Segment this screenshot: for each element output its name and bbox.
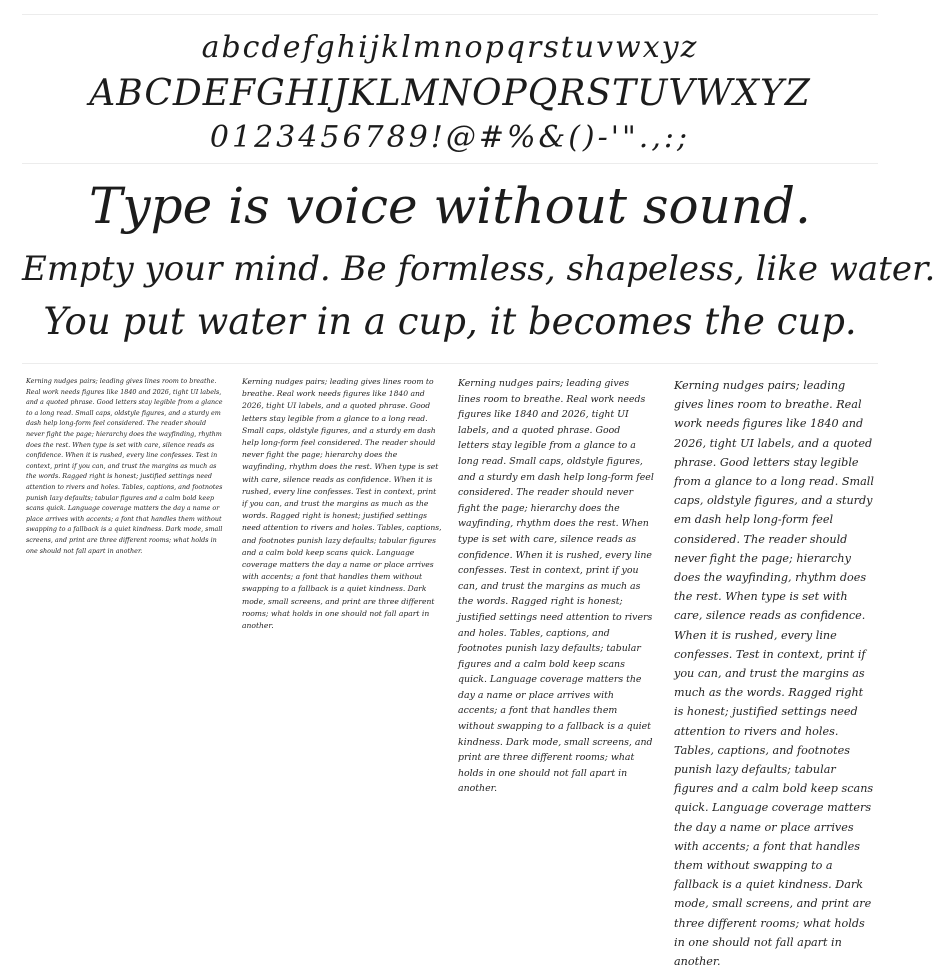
text-sample-smallest: Kerning nudges pairs; leading gives lines room to breathe. Real work needs figures like 1840 and 2026, tight UI labels, and a quoted phrase. Good letters stay legible from a glance to a long read. Small caps, oldstyle figures, and a sturdy em dash help long-form feel considered. The reader should never fight the page; hierarchy does the wayfinding, rhythm does the rest. When type is set with care, silence reads as confidence. When it is rushed, every line confesses. Test in context, print if you can, and trust the margins as much as the words. Ragged right is honest; justified settings need attention to rivers and holes. Tables, captions, and footnotes punish lazy defaults; tabular figures and a calm bold keep scans quick. Language coverage matters the day a name or place arrives with accents; a font that handles them without swapping to a fallback is a quiet kindness. Dark mode, small screens, and print are three different rooms; what holds in one should not fall apart in another. (26, 377, 223, 555)
uppercase-glyph-row: ABCDEFGHIJKLMNOPQRSTUVWXYZ (89, 73, 811, 114)
display-line-large: Type is voice without sound. (89, 177, 811, 235)
lowercase-glyph-row: abcdefghijklmnopqrstuvwxyz (201, 30, 699, 65)
display-line-medium: Empty your mind. Be formless, shapeless, like water. (22, 249, 935, 289)
top-divider (22, 14, 878, 15)
glyphs-divider (22, 163, 878, 164)
text-sample-large: Kerning nudges pairs; leading gives lines room to breathe. Real work needs figures like 1840 and 2026, tight UI labels, and a quoted phrase. Good letters stay legible from a glance to a long read. Small caps, oldstyle figures, and a sturdy em dash help long-form feel considered. The reader should never fight the page; hierarchy does the wayfinding, rhythm does the rest. When type is set with care, silence reads as confidence. When it is rushed, every line confesses. Test in context, print if you can, and trust the margins as much as the words. Ragged right is honest; justified settings need attention to rivers and holes. Tables, captions, and footnotes punish lazy defaults; tabular figures and a calm bold keep scans quick. Language coverage matters the day a name or place arrives with accents; a font that handles them without swapping to a fallback is a quiet kindness. Dark mode, small screens, and print are three different rooms; what holds in one should not fall apart in another. (674, 379, 874, 969)
display-line-medium-2: You put water in a cup, it becomes the cup. (43, 300, 857, 343)
display-divider (22, 363, 878, 364)
figures-punctuation-row: 0123456789!@#%&()-'".,:; (209, 120, 691, 155)
text-sample-medium: Kerning nudges pairs; leading gives lines room to breathe. Real work needs figures like 1840 and 2026, tight UI labels, and a quoted phrase. Good letters stay legible from a glance to a long read. Small caps, oldstyle figures, and a sturdy em dash help long-form feel considered. The reader should never fight the page; hierarchy does the wayfinding, rhythm does the rest. When type is set with care, silence reads as confidence. When it is rushed, every line confesses. Test in context, print if you can, and trust the margins as much as the words. Ragged right is honest; justified settings need attention to rivers and holes. Tables, captions, and footnotes punish lazy defaults; tabular figures and a calm bold keep scans quick. Language coverage matters the day a name or place arrives with accents; a font that handles them without swapping to a fallback is a quiet kindness. Dark mode, small screens, and print are three different rooms; what holds in one should not fall apart in another. (458, 378, 654, 795)
text-sample-small: Kerning nudges pairs; leading gives lines room to breathe. Real work needs figures like 1840 and 2026, tight UI labels, and a quoted phrase. Good letters stay legible from a glance to a long read. Small caps, oldstyle figures, and a sturdy em dash help long-form feel considered. The reader should never fight the page; hierarchy does the wayfinding, rhythm does the rest. When type is set with care, silence reads as confidence. When it is rushed, every line confesses. Test in context, print if you can, and trust the margins as much as the words. Ragged right is honest; justified settings need attention to rivers and holes. Tables, captions, and footnotes punish lazy defaults; tabular figures and a calm bold keep scans quick. Language coverage matters the day a name or place arrives with accents; a font that handles them without swapping to a fallback is a quiet kindness. Dark mode, small screens, and print are three different rooms; what holds in one should not fall apart in another. (242, 377, 442, 631)
